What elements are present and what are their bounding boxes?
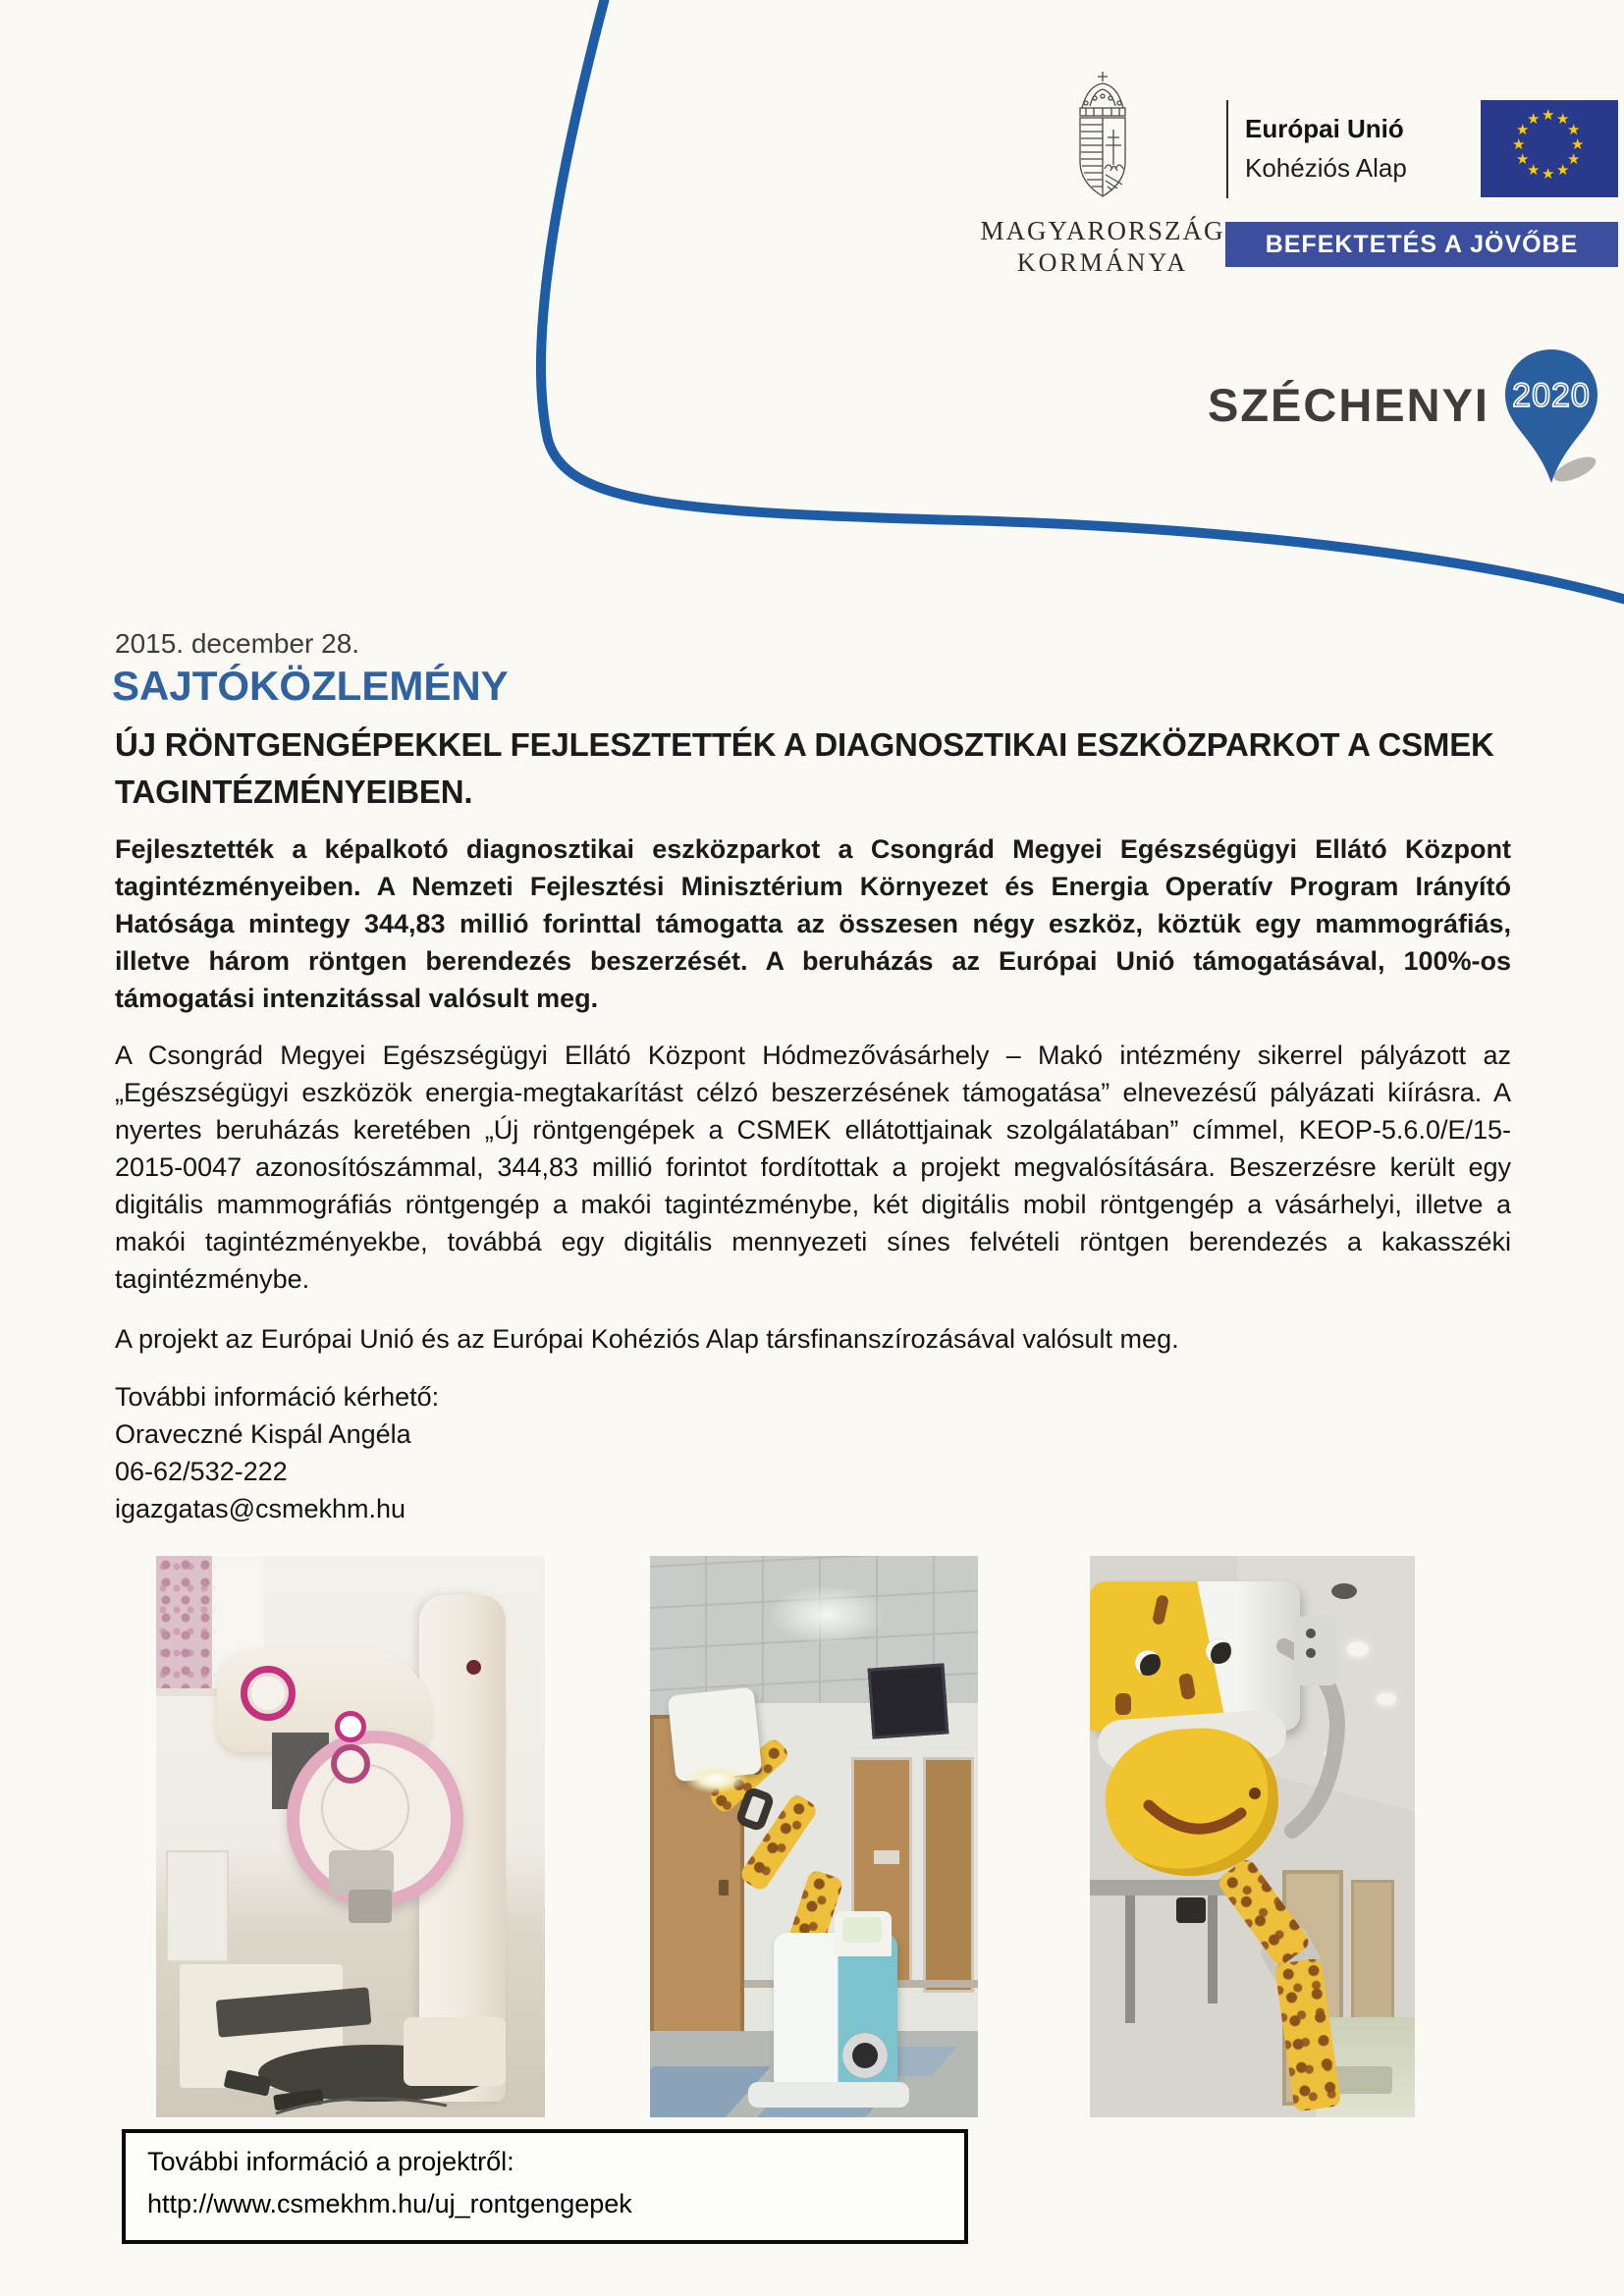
mammography-xray-machine-photo — [156, 1556, 545, 2117]
eu-star-icon: ★ — [1516, 122, 1530, 138]
cofinance-line: A projekt az Európai Unió és az Európai Kohéziós Alap társfinanszírozásával valósult meg. — [115, 1324, 1179, 1354]
eu-star-icon: ★ — [1556, 162, 1570, 179]
wall-tv — [868, 1663, 949, 1738]
government-logo-line1: MAGYARORSZÁG — [980, 216, 1225, 245]
eu-star-icon: ★ — [1542, 107, 1555, 124]
szechenyi-logo-text: SZÉCHENYI — [1208, 379, 1489, 431]
szechenyi-logo-year: 2020 — [1512, 377, 1591, 414]
project-info-label: További információ a projektről: — [147, 2147, 514, 2176]
mobile-xray-machine-corridor-photo — [650, 1556, 978, 2117]
release-date: 2015. december 28. — [115, 628, 360, 659]
eu-star-icon: ★ — [1542, 166, 1555, 183]
eu-star-icon: ★ — [1571, 136, 1585, 153]
contact-block — [115, 1378, 439, 1527]
body-paragraph: A Csongrád Megyei Egészségügyi Ellátó Központ Hódmezővásárhely – Makó intézmény sikerrel pályázott az „Egészségügyi eszközök energia-megtakarítást célzó beszerzésének támogatása” elnevezésű pályázati kiírásra. A nyertes beruházás keretében „Új röntgengépek a CSMEK ellátottjainak szolgálatában” címmel, KEOP-5.6.0/E/15-2015-0047 azonosítószámmal, 344,83 millió forintot fordítottak a projekt megvalósítására. Beszerzésre került egy digitális mammográfiás röntgengép a makói tagintézménybe, két digitális mobil röntgengép a vásárhelyi, illetve a makói tagintézményekbe, továbbá egy digitális mennyezeti sínes felvételi röntgen berendezés a kakasszéki tagintézménybe. — [115, 1041, 1511, 1294]
project-info-box — [122, 2129, 968, 2244]
header-divider — [1226, 100, 1228, 198]
project-info-url: http://www.csmekhm.hu/uj_rontgengepek — [147, 2189, 632, 2218]
contact-email: igazgatas@csmekhm.hu — [115, 1494, 406, 1523]
eu-star-icon: ★ — [1556, 111, 1570, 128]
eu-flag — [1481, 100, 1618, 197]
contact-name: Oraveczné Kispál Angéla — [115, 1419, 411, 1449]
investment-banner: BEFEKTETÉS A JÖVŐBE — [1225, 222, 1618, 267]
contact-phone: 06-62/532-222 — [115, 1457, 288, 1486]
eu-star-icon: ★ — [1567, 151, 1581, 168]
giraffe-smile — [1141, 1791, 1249, 1850]
government-logo — [977, 216, 1228, 278]
eu-star-icon: ★ — [1512, 136, 1526, 153]
eu-label-line1: Európai Unió — [1245, 114, 1404, 143]
cable — [274, 2086, 451, 2117]
lead-paragraph: Fejlesztették a képalkotó diagnosztikai eszközparkot a Csongrád Megyei Egészségügyi Ellátó Központ tagintézményeiben. A Nemzeti Fejlesztési Minisztérium Környezet és Energia Operatív Program Irányító Hatósága mintegy 344,83 millió forinttal támogatta az összesen négy eszköz, köztük egy mammográfiás, illetve három röntgen berendezés beszerzését. A beruházás az Európai Unió támogatásával, 100%-os támogatási intenzitással valósult meg. — [115, 834, 1511, 1013]
giraffe-ceiling-xray-machine-photo — [1090, 1556, 1415, 2117]
eu-star-icon: ★ — [1527, 162, 1541, 179]
szechenyi-2020-pin-icon — [1500, 349, 1606, 493]
government-logo-line2: KORMÁNYA — [1016, 248, 1189, 277]
eu-star-icon: ★ — [1516, 151, 1530, 168]
press-release-kicker: SAJTÓKÖZLEMÉNY — [112, 663, 509, 709]
eu-label — [1245, 114, 1407, 184]
eu-label-line2: Kohéziós Alap — [1245, 153, 1407, 183]
eu-star-icon: ★ — [1527, 111, 1541, 128]
contact-intro: További információ kérhető: — [115, 1382, 440, 1412]
headline: ÚJ RÖNTGENGÉPEKKEL FEJLESZTETTÉK A DIAGNOSZTIKAI ESZKÖZPARKOT A CSMEK TAGINTÉZMÉNYEIBEN. — [115, 726, 1494, 810]
eu-star-icon: ★ — [1567, 122, 1581, 138]
hungarian-coat-of-arms-icon — [1068, 69, 1137, 208]
